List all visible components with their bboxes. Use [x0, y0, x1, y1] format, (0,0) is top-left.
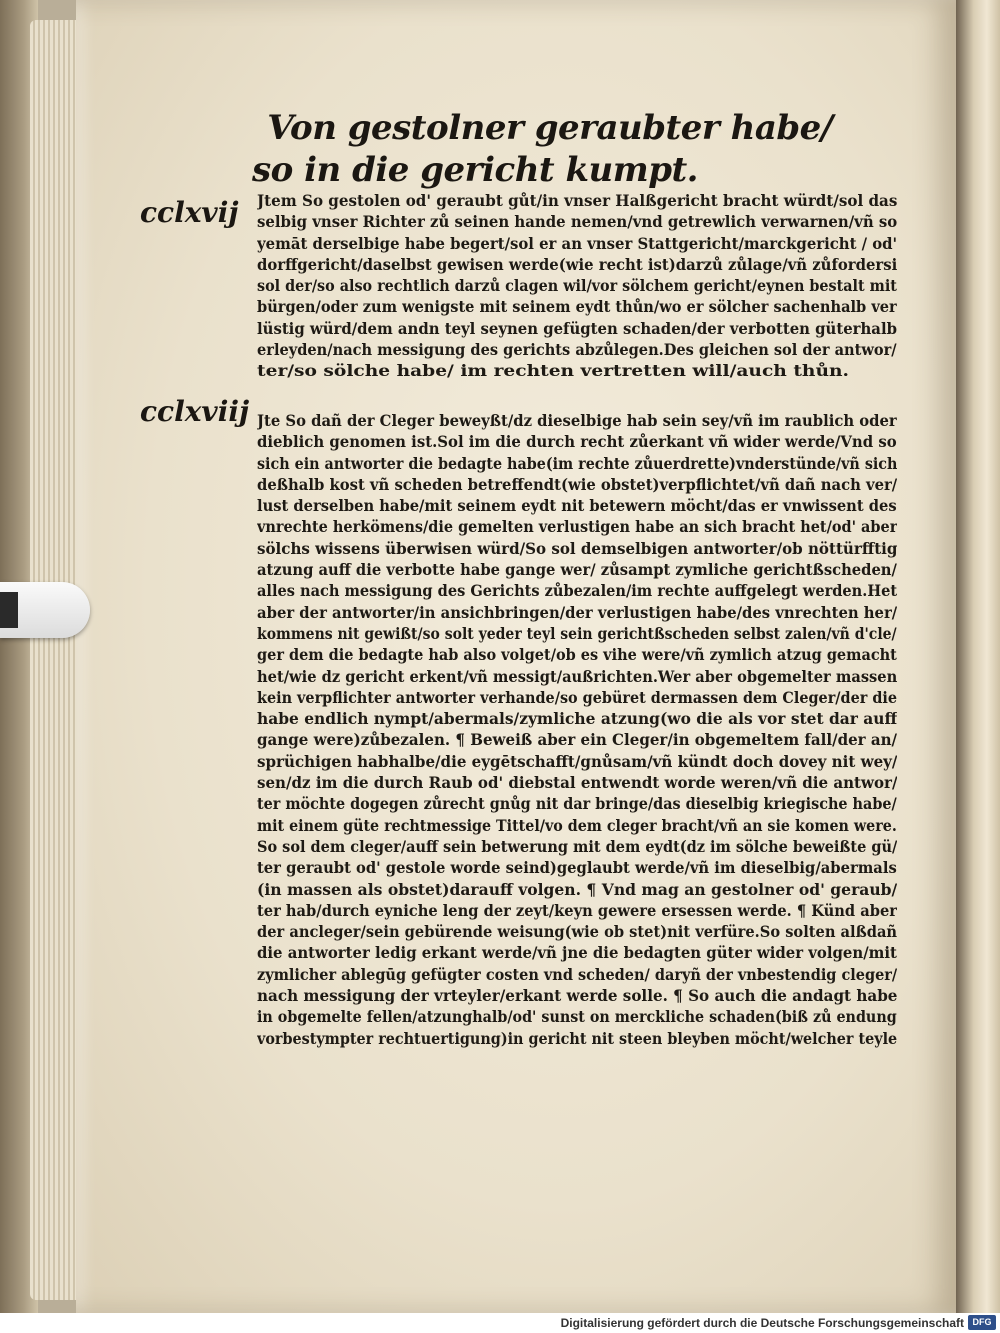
section-number-1: cclxvij — [140, 196, 239, 229]
text-line: sölchs wissens überwisen würd/So sol demselbigen antworter/ob nöttürfftig — [257, 538, 897, 558]
text-line: erleyden/nach messigung des gerichts abzůlegen.Des gleichen sol der antwor/ — [257, 340, 897, 360]
text-line: vorbestympter rechtuertigung)in gericht nit steen bleyben möcht/welcher teyle — [257, 1028, 897, 1048]
text-line: selbig vnser Richter zů seinen hande nemen/vnd getrewlich verwarnen/vñ so — [257, 212, 897, 232]
page-edges — [30, 20, 80, 1300]
text-line: (in massen als obstet)darauff volgen. ¶ Vnd mag an gestolner od' geraub/ — [257, 879, 897, 899]
text-line: het/wie dz gericht erkent/vñ messigt/außrichten.Wer aber obgemelter massen — [257, 666, 897, 686]
text-line: Jte So dañ der Cleger beweyßt/dz dieselbige hab sein sey/vñ im raublich oder — [257, 411, 897, 430]
text-line: lüstig würd/dem andn teyl seynen gefügten schaden/der verbotten güterhalb — [257, 318, 897, 338]
text-line: alles nach messigung des Gerichts zůbezalen/im rechte auffgelegt werden.Het — [257, 581, 897, 601]
text-line: ter geraubt od' gestole worde seind)geglaubt werde/vñ im dieselbig/abermals — [257, 858, 897, 878]
text-line: sprüchigen habhalbe/die eygētschafft/gnůsam/vñ kündt doch dovey nit wey/ — [257, 751, 897, 771]
text-line: bürgen/oder zum wenigste mit seinem eydt thůn/wo er sölcher sachenhalb ver — [257, 297, 897, 317]
book-gutter-right — [956, 0, 1000, 1313]
text-line: gange were)zůbezalen. ¶ Beweiß aber ein Cleger/in obgemeltem fall/der an/ — [257, 730, 897, 750]
page-marker-clip — [0, 582, 90, 638]
footer-bar — [0, 1313, 1000, 1333]
text-line: ter/so sölche habe/ im rechten vertretten will/auch thůn. — [257, 361, 850, 381]
text-line: sen/dz im die durch Raub od' diebstal entwendt worde weren/vñ die antwor/ — [257, 773, 897, 793]
text-line: dieblich genomen ist.Sol im die durch recht zůerkant vñ wider werde/Vnd so — [257, 432, 897, 452]
text-line: in obgemelte fellen/atzunghalb/od' sunst on merckliche schaden(biß zů endung — [257, 1007, 897, 1027]
text-line: zymlicher ablegūg gefügter costen vnd scheden/ daryñ der vnbestendig cleger/ — [257, 964, 897, 984]
section-1-text — [257, 190, 897, 382]
text-line: aber der antworter/in ansichbringen/der verlustigen habe/des vnrechten her/ — [257, 602, 897, 622]
text-line: nach messigung der vrteyler/erkant werde solle. ¶ So auch die andagt habe — [257, 986, 897, 1006]
dfg-logo: DFG — [968, 1315, 996, 1330]
text-line: dorffgericht/daselbst gewisen werde(wie recht ist)darzů zůlage/vñ zůfordersi — [257, 254, 897, 274]
section-2-text — [257, 410, 897, 1049]
text-line: sol der/so also rechtlich darzů clagen wil/vor sölchem gericht/eynen bestalt mit — [257, 276, 897, 296]
text-line: ter hab/durch eyniche leng der zeyt/keyn gewere ersessen werde. ¶ Künd aber — [257, 900, 897, 920]
text-line: lust derselben habe/mit seinem eydt nit betewern möcht/das er vnwissent des — [257, 496, 897, 516]
footer-credit: Digitalisierung gefördert durch die Deutsche Forschungsgemeinschaft — [560, 1316, 964, 1330]
text-line: ter möchte dogegen zůrecht gnůg nit dar bringe/das dieselbig kriegische habe/ — [257, 794, 897, 814]
text-line: kein verpflichter antworter verhande/so gebüret dermassen dem Cleger/der die — [257, 687, 897, 707]
text-line: ger dem die bedagte hab also volget/ob es vihe were/vñ zymlich atzug gemacht — [257, 645, 897, 665]
section-number-2: cclxviij — [140, 395, 250, 428]
heading-line-2: so in die gericht kumpt. — [251, 150, 699, 190]
text-line: habe endlich nympt/abermals/zymliche atzung(wo die als vor stet dar auff — [257, 709, 897, 729]
text-line: deßhalb kost vñ scheden betreffendt(wie obstet)verpflichtet/vñ dañ nach ver/ — [257, 474, 897, 494]
text-line: sich ein antworter die bedagte habe(im rechte zůuerdrette)vnderstünde/vñ sich — [257, 453, 897, 473]
text-line: So sol dem cleger/auff sein betwerung mit dem eydt(dz im sölche beweißte gü/ — [257, 836, 897, 856]
text-line: mit einem güte rechtmessige Tittel/vo dem cleger bracht/vñ an sie komen were. — [257, 815, 897, 835]
text-line: vnrechte herkömens/die gemelten verlustigen habe an sich bracht het/od' aber — [257, 517, 897, 537]
text-line: die antworter ledig erkant werde/vñ jne die bedagten güter wider volgen/mit — [257, 943, 897, 963]
text-line: der ancleger/sein gebürende weisung(wie ob stet)nit verfüre.So solten alßdañ — [257, 922, 897, 942]
text-line: kommens nit gewißt/so solt yeder teyl sein gerichtßscheden selbst zalen/vñ d'cle/ — [257, 623, 897, 643]
text-line: Jtem So gestolen od' geraubt gůt/in vnser Halßgericht bracht würdt/sol das — [257, 191, 897, 210]
text-line: yemāt derselbige habe begert/sol er an vnser Stattgericht/marckgericht / od' — [257, 233, 897, 253]
heading-line-1: Von gestolner geraubter habe/ — [267, 108, 833, 148]
text-line: atzung auff die verbotte habe gange wer/ zůsampt zymliche gerichtßscheden/ — [257, 560, 897, 580]
